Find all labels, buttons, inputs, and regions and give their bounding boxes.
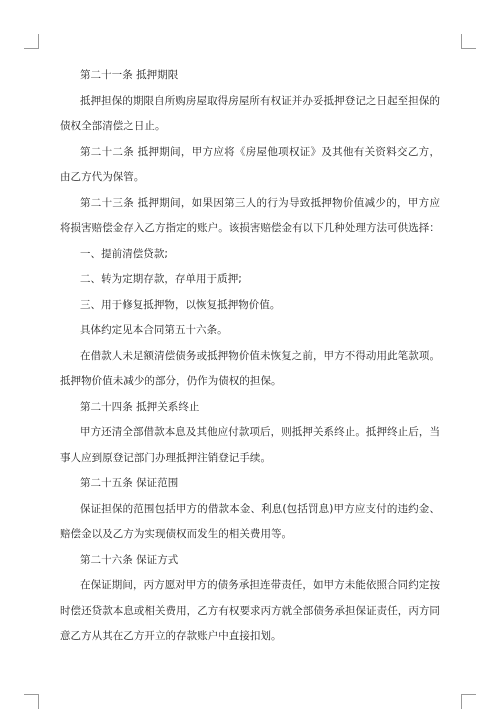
- article-24-text: 甲方还清全部借款本息及其他应付款项后，则抵押关系终止。抵押终止后，当事人应到原登记部门办理抵押注销登记手续。: [60, 426, 440, 464]
- article-22-text: 第二十二条 抵押期间，甲方应将《房屋他项权证》及其他有关资料交乙方，由乙方代为保管。: [60, 145, 440, 183]
- option-1: 一、提前清偿贷款;: [80, 247, 168, 260]
- option-3: 三、用于修复抵押物，以恢复抵押物价值。: [80, 298, 281, 311]
- article-24-heading: 第二十四条 抵押关系终止: [80, 400, 200, 413]
- usage-restriction-text: 在借款人未足额清偿债务或抵押物价值未恢复之前，甲方不得动用此笔款项。抵押物价值未减少的部分，仍作为债权的担保。: [60, 349, 440, 387]
- document-body: [60, 63, 440, 650]
- option-2: 二、转为定期存款，存单用于质押;: [80, 273, 242, 285]
- crop-mark-top-left: [24, 34, 39, 49]
- article-21-text: 抵押担保的期限自所购房屋取得房屋所有权证并办妥抵押登记之日起至担保的债权全部清偿之日止。: [60, 94, 440, 132]
- crop-mark-top-right: [461, 34, 476, 49]
- article-25-heading: 第二十五条 保证范围: [80, 477, 179, 489]
- article-26-heading: 第二十六条 保证方式: [80, 553, 179, 566]
- article-23-text: 第二十三条 抵押期间，如果因第三人的行为导致抵押物价值减少的，甲方应将损害赔偿金存入乙方指定的账户。该损害赔偿金有以下几种处理方法可供选择：: [60, 196, 440, 234]
- reference-note: 具体约定见本合同第五十六条。: [80, 324, 228, 336]
- article-26-text: 在保证期间，丙方愿对甲方的债务承担连带责任，如甲方未能依照合同约定按时偿还贷款本息或相关费用，乙方有权要求丙方就全部债务承担保证责任，丙方同意乙方从其在乙方开立的存款账户中直接扣划。: [60, 579, 440, 642]
- article-25-text: 保证担保的范围包括甲方的借款本金、利息(包括罚息)甲方应支付的违约金、赔偿金以及乙方为实现债权而发生的相关费用等。: [60, 502, 440, 540]
- article-21-heading: 第二十一条 抵押期限: [80, 69, 179, 81]
